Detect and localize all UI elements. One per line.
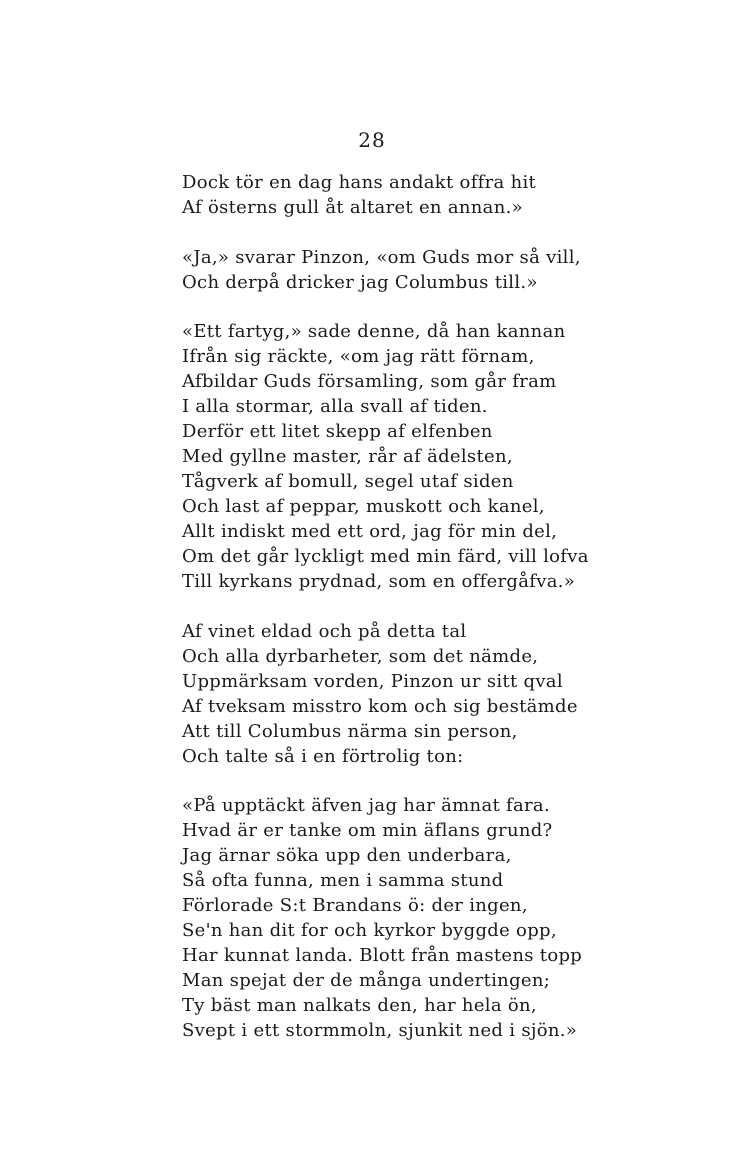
poem-line: Allt indiskt med ett ord, jag för min del, [182,521,558,542]
poem-line: Om det går lyckligt med min färd, vill lofva [182,546,589,567]
stanza-2 [182,245,602,295]
poem-line: Af tveksam misstro kom och sig bestämde [182,695,578,717]
poem-line: «Ett fartyg,» sade denne, då han kannan [182,321,566,342]
stanza-3 [182,319,602,594]
poem-line: Afbildar Guds församling, som går fram [182,371,557,392]
poem-line: Se'n han dit for och kyrkor byggde opp, [182,920,557,941]
poem-line: Har kunnat landa. Blott från mastens topp [182,945,583,966]
poem-line: Dock tör en dag hans andakt offra hit [182,172,537,193]
poem-line: Svept i ett stormmoln, sjunkit ned i sjön.» [182,1020,578,1041]
poem-line: Ty bäst man nalkats den, har hela ön, [182,995,537,1016]
poem-line: Förlorade S:t Brandans ö: der ingen, [182,895,528,916]
poem-line: Och alla dyrbarheter, som det nämde, [182,645,539,667]
poem-line: Och derpå dricker jag Columbus till.» [182,271,538,293]
poem-line: Af vinet eldad och på detta tal [182,620,467,642]
poem-line: Med gyllne master, rår af ädelsten, [182,446,513,467]
poem-line: I alla stormar, alla svall af tiden. [182,396,488,417]
poem-line: Och talte så i en förtrolig ton: [182,745,464,767]
poem-line: Uppmärksam vorden, Pinzon ur sitt qval [182,670,563,692]
poem-line: Till kyrkans prydnad, som en offergåfva.» [182,571,576,592]
poem-line: Och last af peppar, muskott och kanel, [182,496,545,517]
poem-body [182,170,602,1068]
page-number: 28 [358,128,386,152]
poem-line: «På upptäckt äfven jag har ämnat fara. [182,795,550,816]
stanza-4 [182,619,602,769]
poem-line: Man spejat der de många undertingen; [182,970,551,991]
poem-line: Ifrån sig räckte, «om jag rätt förnam, [182,346,535,367]
poem-line: Så ofta funna, men i samma stund [182,870,504,891]
poem-line: Att till Columbus närma sin person, [182,720,518,742]
stanza-5 [182,793,602,1043]
poem-line: Tågverk af bomull, segel utaf siden [182,471,514,492]
poem-line: Jag ärnar söka upp den underbara, [182,845,512,866]
poem-line: Hvad är er tanke om min äflans grund? [182,820,553,841]
stanza-1 [182,170,602,220]
poem-line: «Ja,» svarar Pinzon, «om Guds mor så vill, [182,246,581,268]
poem-line: Af österns gull åt altaret en annan.» [182,197,523,218]
poem-line: Derför ett litet skepp af elfenben [182,421,493,442]
